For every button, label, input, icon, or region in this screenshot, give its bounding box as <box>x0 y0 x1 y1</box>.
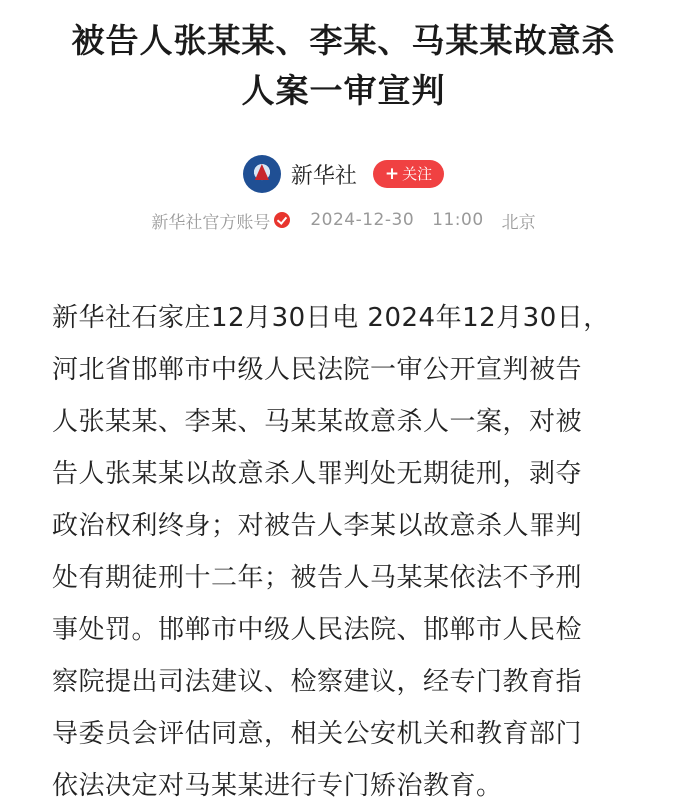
article-meta <box>0 205 687 235</box>
body-line: 政治权利终身；对被告人李某以故意杀人罪判 <box>52 511 583 541</box>
publisher-name[interactable]: 新华社 <box>290 163 357 189</box>
body-line: 事处罚。邯郸市中级人民法院、邯郸市人民检 <box>52 615 583 645</box>
title-line-2: 人案一审宣判 <box>241 71 446 110</box>
body-line: 依法决定对马某某进行专门矫治教育。 <box>52 771 503 801</box>
account-label: 新华社官方账号 <box>151 212 271 233</box>
logo-emblem <box>255 164 269 180</box>
publish-location: 北京 <box>501 212 536 233</box>
body-line: 告人张某某以故意杀人罪判处无期徒刑，剥夺 <box>52 459 583 489</box>
body-line: 察院提出司法建议、检察建议，经专门教育指 <box>52 667 583 697</box>
title-line-1: 被告人张某某、李某、马某某故意杀 <box>71 21 616 60</box>
publish-date: 2024-12-30 <box>310 210 415 230</box>
body-line: 人张某某、李某、马某某故意杀人一案，对被 <box>52 407 583 437</box>
article-title <box>40 16 647 116</box>
publisher-row <box>0 152 687 196</box>
follow-button[interactable] <box>373 160 444 188</box>
body-line: 河北省邯郸市中级人民法院一审公开宣判被告 <box>52 355 583 385</box>
plus-icon: + <box>384 164 400 184</box>
body-line: 处有期徒刑十二年；被告人马某某依法不予刑 <box>52 563 583 593</box>
follow-label: 关注 <box>402 165 433 183</box>
publish-time: 11:00 <box>432 210 484 230</box>
verified-badge-icon <box>274 212 290 228</box>
body-line: 新华社石家庄12月30日电 2024年12月30日， <box>52 303 610 333</box>
body-line: 导委员会评估同意，相关公安机关和教育部门 <box>52 719 583 749</box>
xinhua-logo-icon[interactable] <box>243 155 281 193</box>
article-body <box>52 292 652 812</box>
